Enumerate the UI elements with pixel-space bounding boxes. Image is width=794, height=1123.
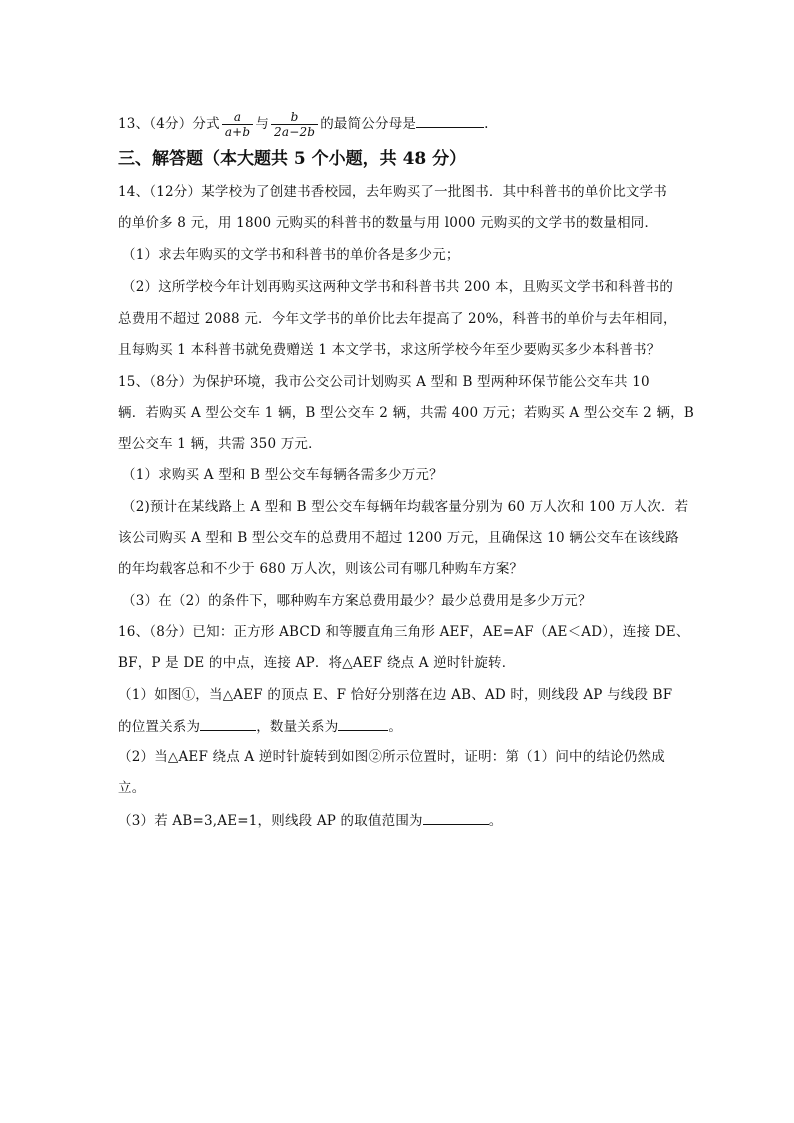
q14-line: （2）这所学校今年计划再购买这两种文学书和科普书共 200 本，且购买文学书和科普书的: [122, 279, 674, 295]
q16-line: （2）当△AEF 绕点 A 逆时针旋转到如图②所示位置时，证明：第（1）问中的结论仍然成: [118, 749, 665, 765]
fraction-denominator: a+b: [224, 125, 251, 139]
question-13: [118, 110, 683, 140]
q16-line: BF，P 是 DE 的中点，连接 AP．将△AEF 绕点 A 逆时针旋转．: [118, 655, 516, 671]
q16-line: [118, 810, 683, 831]
q14-line: 的单价多 8 元，用 1800 元购买的科普书的数量与用 l000 元购买的文学书的数量相同．: [118, 215, 659, 231]
fraction-numerator: a: [222, 110, 254, 125]
q15-line: （1）求购买 A 型和 B 型公交车每辆各需多少万元？: [122, 467, 443, 483]
q15-line: 15、（8分）为保护环境，我市公交公司计划购买 A 型和 B 型两种环保节能公交车共 10: [118, 374, 650, 390]
q16-line: 立。: [118, 780, 146, 796]
q14-line: 且每购买 1 本科普书就免费赠送 1 本文学书，求这所学校今年至少要购买多少本科普书？: [118, 342, 661, 358]
fraction-b-over-2a-minus-2b: [271, 110, 318, 139]
answer-blank: [416, 113, 484, 128]
q13-mid: 与: [255, 116, 270, 132]
q16-text: （3）若 AB=3,AE=1，则线段 AP 的取值范围为: [118, 813, 423, 829]
q16-text: 。: [388, 719, 403, 735]
q16-line: [118, 716, 683, 737]
q16-text: 的位置关系为: [118, 719, 201, 735]
answer-blank: [423, 810, 489, 825]
q15-line: （2)预计在某线路上 A 型和 B 型公交车每辆年均载客量分别为 60 万人次和 100 万人次．若: [122, 499, 689, 515]
q16-text: 。: [488, 813, 503, 829]
fraction-denominator: 2a−2b: [274, 125, 316, 139]
q15-line: 辆．若购买 A 型公交车 1 辆，B 型公交车 2 辆，共需 400 万元；若购买 A 型公交车 2 辆，B: [118, 405, 694, 421]
fraction-numerator: b: [271, 110, 318, 125]
answer-blank: [200, 716, 256, 731]
answer-blank: [338, 716, 388, 731]
q15-line: 该公司购买 A 型和 B 型公交车的总费用不超过 1200 万元，且确保这 10 辆公交车在该线路: [118, 530, 679, 546]
section-title: 三、解答题（本大题共 5 个小题，共 48 分）: [118, 149, 467, 169]
q14-line: （1）求去年购买的文学书和科普书的单价各是多少元；: [122, 247, 460, 263]
q14-line: 总费用不超过 2088 元．今年文学书的单价比去年提高了 20%，科普书的单价与去年相同，: [118, 311, 677, 327]
q13-suffix: 的最简公分母是: [320, 116, 417, 132]
q16-text: ，数量关系为: [256, 719, 339, 735]
q14-line: 14、（12分）某学校为了创建书香校园，去年购买了一批图书．其中科普书的单价比文学书: [118, 184, 668, 200]
q15-line: （3）在（2）的条件下，哪种购车方案总费用最少？最少总费用是多少万元？: [122, 593, 592, 609]
q16-line: （1）如图①，当△AEF 的顶点 E、F 恰好分别落在边 AB、AD 时，则线段 AP 与线段 BF: [118, 687, 673, 703]
q16-line: 16、（8分）已知：正方形 ABCD 和等腰直角三角形 AEF，AE=AF（AE＜AD），连接 DE、: [118, 624, 690, 640]
q13-prefix: 13、（4分）分式: [118, 116, 220, 132]
q15-line: 的年均载客总和不少于 680 万人次，则该公司有哪几种购车方案？: [118, 561, 524, 577]
q15-line: 型公交车 1 辆，共需 350 万元．: [118, 436, 322, 452]
fraction-a-over-a-plus-b: [222, 110, 254, 139]
q13-end: .: [484, 116, 489, 132]
